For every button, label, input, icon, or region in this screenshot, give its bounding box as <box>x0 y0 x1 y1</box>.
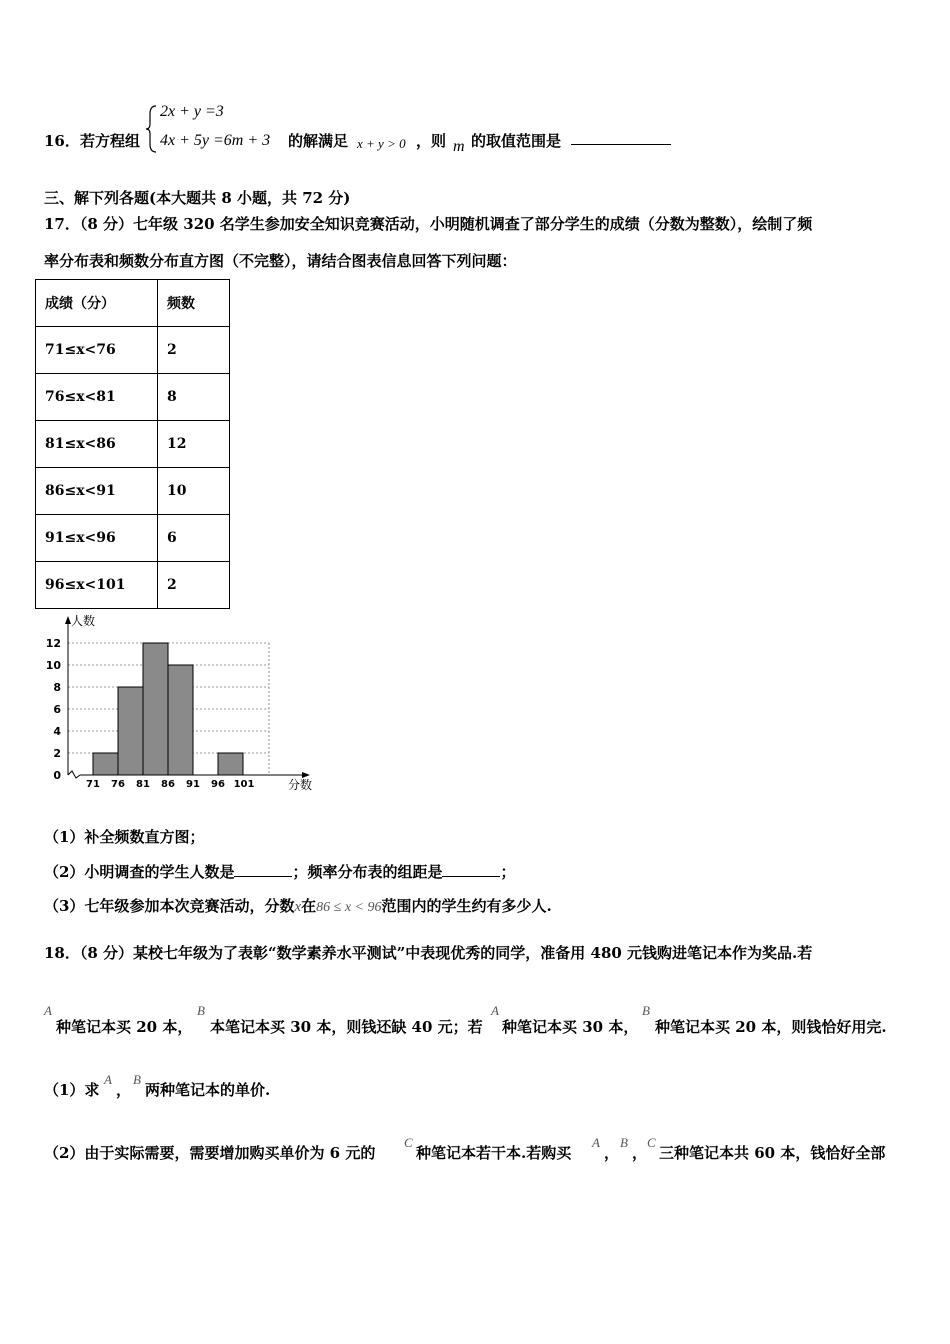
histogram-bar <box>93 753 118 775</box>
q18-sub1-a: （1）求 <box>44 1081 100 1099</box>
y-tick-label: 2 <box>53 747 61 760</box>
q18-l2-a: 种笔记本买 20 本， <box>56 1018 193 1036</box>
q16-mid: 的解满足 <box>288 132 349 150</box>
q17-sub3-var: x <box>294 899 302 915</box>
q18-sub2-C: C <box>404 1135 413 1150</box>
q17-sub3-range: 86 ≤ x < 96 <box>316 900 382 915</box>
q16-eq1: 2x + y =3 <box>160 103 224 120</box>
table-cell-count: 10 <box>158 468 230 515</box>
table-cell-count: 6 <box>158 515 230 562</box>
table-row <box>36 327 230 374</box>
q16-prefix: 若方程组 <box>80 132 141 150</box>
x-axis-label: 分数 <box>288 778 313 792</box>
y-tick-label: 0 <box>53 769 61 782</box>
table-cell-range: 91≤x<96 <box>36 515 158 562</box>
q17-sub3 <box>44 895 552 916</box>
frequency-histogram <box>40 612 330 797</box>
q18-sub2-A: A <box>592 1135 600 1150</box>
histogram-bar <box>218 753 243 775</box>
histogram-bar <box>143 643 168 775</box>
q18-var-A2: A <box>491 1003 499 1018</box>
q17-sub3-b: 在 <box>301 897 317 915</box>
table-row <box>36 374 230 421</box>
q17-sub3-c: 范围内的学生约有多少人. <box>381 897 552 915</box>
table-header-frequency: 频数 <box>158 280 230 327</box>
y-tick-label: 12 <box>45 637 61 650</box>
table-row <box>36 421 230 468</box>
table-cell-count: 2 <box>158 327 230 374</box>
q17-sub2-a: （2）小明调查的学生人数是 <box>44 863 235 881</box>
x-tick-label: 71 <box>86 779 100 790</box>
table-row <box>36 515 230 562</box>
q18-sub1-B: B <box>133 1072 141 1087</box>
table-cell-range: 96≤x<101 <box>36 562 158 609</box>
section-title: 三、解下列各题(本大题共 8 小题，共 72 分) <box>44 189 351 207</box>
x-tick-label: 86 <box>161 779 175 790</box>
table-cell-count: 2 <box>158 562 230 609</box>
q17-sub2-b: ；频率分布表的组距是 <box>292 863 443 881</box>
q18-sub1-A: A <box>104 1072 112 1087</box>
q16-var: m <box>453 138 465 155</box>
x-tick-label: 101 <box>233 779 255 790</box>
y-axis-label: 人数 <box>71 614 96 628</box>
q17-line2: 率分布表和频数分布直方图（不完整），请结合图表信息回答下列问题： <box>44 252 517 270</box>
q16-suffix: 的取值范围是 <box>471 132 562 150</box>
q17-line1: 17．（8 分）七年级 320 名学生参加安全知识竞赛活动，小明随机调查了部分学生的成绩（分数为整数），绘制了频 <box>44 215 813 233</box>
q16-eq2: 4x + 5y =6m + 3 <box>160 132 271 149</box>
y-tick-label: 4 <box>53 725 61 738</box>
x-tick-label: 81 <box>136 779 150 790</box>
x-tick-label: 91 <box>186 779 200 790</box>
table-header-row <box>36 280 230 327</box>
q18-sub2-sep1: ， <box>604 1144 620 1162</box>
q18-sub2-C2: C <box>647 1135 656 1150</box>
q16-cond: x + y > 0 <box>357 136 406 151</box>
histogram-bar <box>168 665 193 775</box>
q16-then: ，则 <box>416 132 447 150</box>
q17-sub2-c: ； <box>500 863 516 881</box>
axis-break <box>68 771 80 778</box>
table-row <box>36 562 230 609</box>
table-cell-range: 76≤x<81 <box>36 374 158 421</box>
q17-sub2 <box>44 861 515 882</box>
q17-sub1: （1）补全频数直方图； <box>44 828 205 846</box>
q16-answer-blank[interactable] <box>571 130 671 145</box>
q18-l2-d: 种笔记本买 20 本，则钱恰好用完. <box>655 1018 887 1036</box>
y-tick-label: 10 <box>45 659 61 672</box>
q18-l2-c: 种笔记本买 30 本， <box>502 1018 639 1036</box>
y-tick-label: 6 <box>53 703 61 716</box>
table-cell-range: 81≤x<86 <box>36 421 158 468</box>
q17-sub3-a: （3）七年级参加本次竞赛活动，分数 <box>44 897 295 915</box>
table-header-score: 成绩（分） <box>36 280 158 327</box>
table-cell-range: 86≤x<91 <box>36 468 158 515</box>
y-tick-label: 8 <box>53 681 61 694</box>
q18-l2-b: 本笔记本买 30 本，则钱还缺 40 元；若 <box>210 1018 483 1036</box>
q18-var-A: A <box>44 1003 52 1018</box>
q18-sub2-sep2: ， <box>632 1144 648 1162</box>
x-tick-label: 76 <box>111 779 125 790</box>
q17-count-blank[interactable] <box>234 862 292 877</box>
q16-number: 16． <box>44 132 80 150</box>
q18-sub2-B: B <box>620 1135 628 1150</box>
q18-sub2-c: 三种笔记本共 60 本，钱恰好全部 <box>659 1144 886 1162</box>
table-cell-range: 71≤x<76 <box>36 327 158 374</box>
q18-line1: 18．（8 分）某校七年级为了表彰“数学素养水平测试”中表现优秀的同学，准备用 480 元钱购进笔记本作为奖品.若 <box>44 944 813 962</box>
q18-sub1-sep: ， <box>116 1081 132 1099</box>
q18-var-B: B <box>197 1003 205 1018</box>
table-cell-count: 12 <box>158 421 230 468</box>
system-brace <box>146 104 158 154</box>
frequency-table <box>35 279 230 609</box>
table-row <box>36 468 230 515</box>
q18-sub1-b: 两种笔记本的单价. <box>145 1081 271 1099</box>
q17-interval-blank[interactable] <box>442 862 500 877</box>
histogram-bar <box>118 687 143 775</box>
q18-sub2-a: （2）由于实际需要，需要增加购买单价为 6 元的 <box>44 1144 376 1162</box>
q18-sub2-b: 种笔记本若干本.若购买 <box>416 1144 572 1162</box>
q18-var-B2: B <box>642 1003 650 1018</box>
table-cell-count: 8 <box>158 374 230 421</box>
x-tick-label: 96 <box>211 779 225 790</box>
